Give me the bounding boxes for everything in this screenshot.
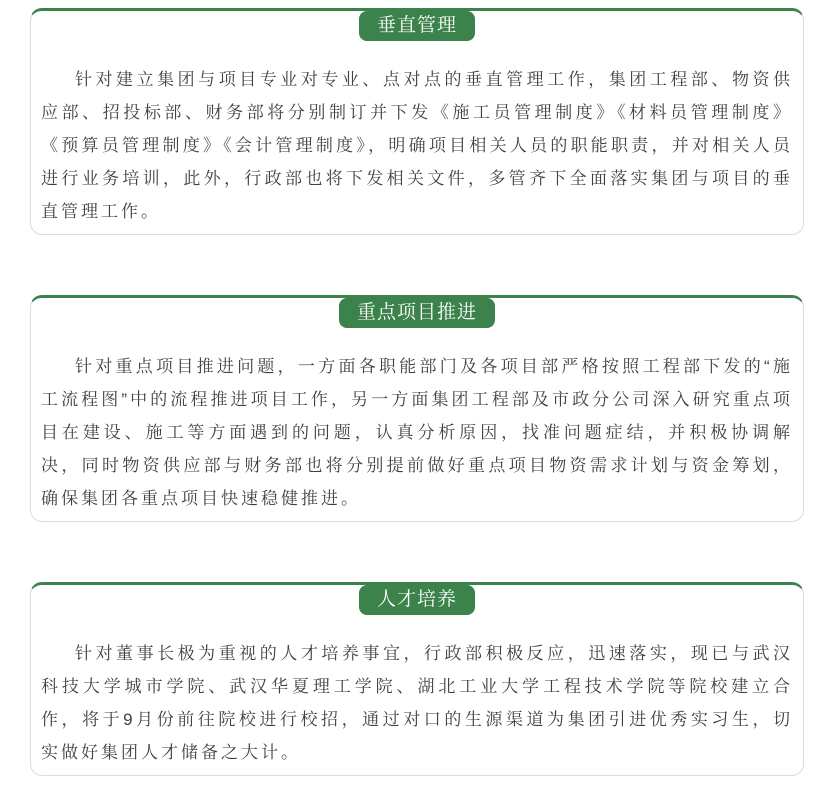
section-title: 人才培养 <box>376 589 458 610</box>
section-title-badge <box>359 585 475 615</box>
section-paragraph: 针对重点项目推进问题，一方面各职能部门及各项目部严格按照工程部下发的“施工流程图”中的流程推进项目工作，另一方面集团工程部及市政分公司深入研究重点项目在建设、施工等方面遇到的问题，认真分析原因，找准问题症结，并积极协调解决，同时物资供应部与财务部也将分别提前做好重点项目物资需求计划与资金筹划，确保集团各重点项目快速稳健推进。 <box>41 357 793 508</box>
section-title: 重点项目推进 <box>356 302 478 323</box>
section-card-vertical-management <box>30 8 804 235</box>
section-paragraph: 针对董事长极为重视的人才培养事宜，行政部积极反应，迅速落实，现已与武汉科技大学城市学院、武汉华夏理工学院、湖北工业大学工程技术学院等院校建立合作，将于9月份前往院校进行校招，通过对口的生源渠道为集团引进优秀实习生，切实做好集团人才储备之大计。 <box>41 644 793 762</box>
section-title-badge <box>359 11 475 41</box>
section-card-key-project-advancement <box>30 295 804 522</box>
section-title-badge <box>339 298 495 328</box>
section-title: 垂直管理 <box>376 15 458 36</box>
section-card-talent-cultivation <box>30 582 804 776</box>
section-paragraph: 针对建立集团与项目专业对专业、点对点的垂直管理工作，集团工程部、物资供应部、招投标部、财务部将分别制订并下发《施工员管理制度》《材料员管理制度》《预算员管理制度》《会计管理制度》，明确项目相关人员的职能职责，并对相关人员进行业务培训，此外，行政部也将下发相关文件，多管齐下全面落实集团与项目的垂直管理工作。 <box>41 70 793 221</box>
